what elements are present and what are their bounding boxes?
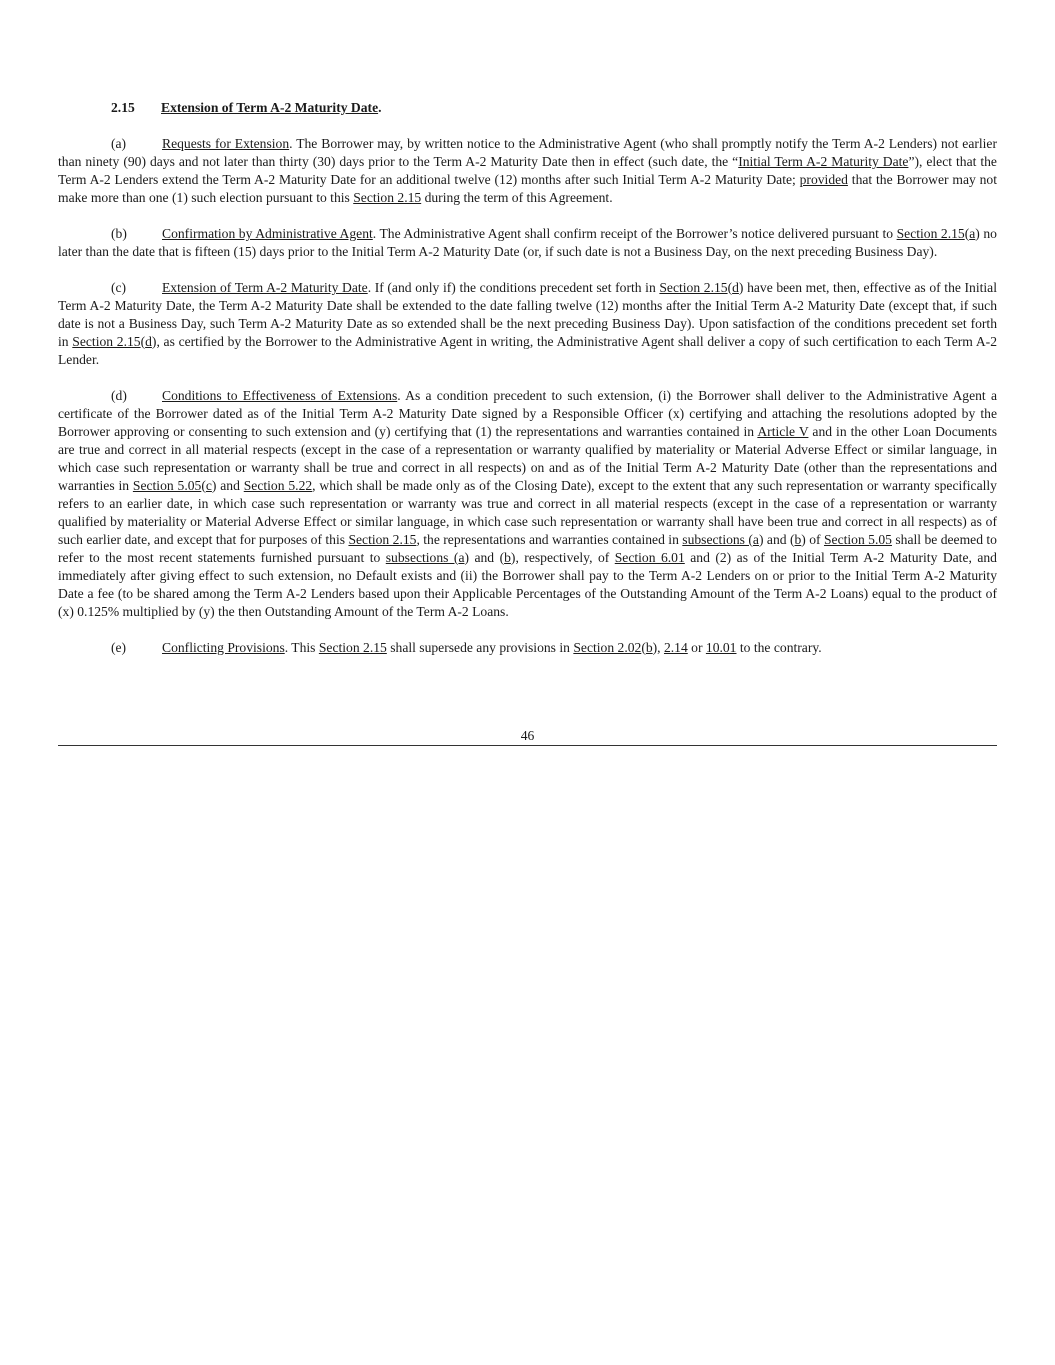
paragraph-d-text-5: , the representations and warranties contained in — [416, 532, 683, 547]
page-number: 46 — [520, 728, 535, 743]
cross-reference: subsections ( — [385, 550, 459, 565]
cross-reference: Section 2.02 — [573, 640, 642, 655]
paragraph-b-text-2: no later than the date that is fifteen (15) days prior to the Initial Term A-2 Maturity Date (or, if such date is not a Business Day, on the next preceding Business Day). — [58, 226, 997, 259]
cross-reference: Section 5.05 — [823, 532, 892, 547]
paragraph-e-label: (e) — [111, 640, 127, 655]
paragraph-a-text-2: ”), elect that the Term A-2 Lenders extend the Term A-2 Maturity Date for an additional twelve (12) months after such Initial Term A-2 Maturity Date; — [58, 154, 997, 187]
paren-close: ) — [211, 478, 217, 493]
paragraph-e-text-5: to the contrary. — [736, 640, 822, 655]
paren-open: ( — [964, 226, 970, 241]
paragraph-e — [58, 639, 997, 657]
cross-reference: Section 2.15 — [318, 640, 387, 655]
defined-term-initial-maturity-date: Initial Term A-2 Maturity Date — [738, 154, 909, 169]
paragraph-c-text-3: , as certified by the Borrower to the Administrative Agent in writing, the Administrative Agent shall deliver a copy of such certification to each Term A-2 Lender. — [58, 334, 997, 367]
paragraph-a-text-1: . The Borrower may, by written notice to the Administrative Agent (who shall promptly notify the Term A-2 Lenders) not earlier than ninety (90) days and not later than thirty (30) days prior to the Term A-2 Maturity Date then in effect (such date, the “ — [58, 136, 997, 169]
paragraph-a-text-4: during the term of this Agreement. — [421, 190, 613, 205]
paragraph-e-text-1: . This — [284, 640, 319, 655]
cross-reference: Section 2.15 — [72, 334, 141, 349]
cross-reference-subsection: b — [645, 640, 653, 655]
cross-reference: Section 2.15 — [353, 190, 422, 205]
paragraph-e-text-3: , — [657, 640, 664, 655]
cross-reference: subsections ( — [682, 532, 753, 547]
paren-open: ( — [641, 640, 646, 655]
cross-reference: Section 2.15 — [896, 226, 965, 241]
footer-divider — [58, 745, 997, 746]
paragraph-d-text-10: , respectively, of — [515, 550, 615, 565]
paragraph-d — [58, 387, 997, 621]
paragraph-d-text-1: . As a condition precedent to such extension, (i) the Borrower shall deliver to the Administrative Agent a certificate of the Borrower dated as of the Initial Term A-2 Maturity Date signed by a Responsible Officer (x) certifying and attaching the resolutions adopted by the Borrower approving or consenting to such extension and (y) certifying that (1) the representations and warranties contained in — [58, 388, 997, 439]
cross-reference: Section 6.01 — [614, 550, 685, 565]
cross-reference: Section 5.05 — [132, 478, 202, 493]
paren-close: ) — [510, 550, 516, 565]
provided-term: provided — [799, 172, 848, 187]
section-number: 2.15 — [111, 100, 135, 115]
cross-reference: Section 2.15 — [659, 280, 728, 295]
paragraph-d-title: Conditions to Effectiveness of Extensions — [162, 388, 398, 403]
paragraph-c-label: (c) — [111, 280, 127, 295]
cross-reference: Section 5.22 — [243, 478, 313, 493]
cross-reference-subsection: a — [458, 550, 465, 565]
paren-close: ) — [738, 280, 744, 295]
document-body — [58, 99, 997, 675]
cross-reference-subsection: b — [504, 550, 511, 565]
paren-close: ) — [801, 532, 806, 547]
cross-reference: 10.01 — [705, 640, 737, 655]
cross-reference-subsection: a — [752, 532, 759, 547]
paragraph-c-text-1: . If (and only if) the conditions precedent set forth in — [367, 280, 660, 295]
paren-close: ) — [975, 226, 980, 241]
paragraph-d-text-7: of — [805, 532, 824, 547]
paragraph-a-text-3: that the Borrower may not make more than one (1) such election pursuant to this — [58, 172, 997, 205]
paragraph-e-title: Conflicting Provisions — [162, 640, 285, 655]
cross-reference-subsection: c — [205, 478, 212, 493]
paragraph-d-text-3: and — [216, 478, 244, 493]
paragraph-d-text-9: and ( — [469, 550, 505, 565]
paragraph-d-text-4: , which shall be made only as of the Closing Date), except to the extent that any such representation or warranty specifically refers to an earlier date, in which case such representation or warranty was true and correct in all material respects (except in the case of a representation or warranty qualified by materiality or Material Adverse Effect or similar language, in which case such representation or warranty shall have been true and correct in all respects) as of such earlier date, and except that for purposes of this — [58, 478, 997, 547]
cross-reference-subsection: b — [794, 532, 802, 547]
paren-close: ) — [758, 532, 764, 547]
paren-close: ) — [464, 550, 470, 565]
section-title-period: . — [378, 100, 382, 115]
cross-reference-subsection: d — [732, 280, 739, 295]
paren-close: ) — [652, 640, 658, 655]
paragraph-c-title: Extension of Term A-2 Maturity Date — [162, 280, 368, 295]
paragraph-d-text-11: and (2) as of the Initial Term A-2 Maturity Date, and immediately after giving effect to such extension, no Default exists and (ii) the Borrower shall pay to the Term A-2 Lenders on or prior to the Initial Term A-2 Maturity Date a fee (to be shared among the Term A-2 Lenders based upon their Applicable Percentages of the Outstanding Amount of the Term A-2 Loans) equal to the product of (x) 0.125% multiplied by (y) the then Outstanding Amount of the Term A-2 Loans. — [58, 550, 997, 619]
paragraph-a-label: (a) — [111, 136, 127, 151]
paragraph-e-text-2: shall supersede any provisions in — [386, 640, 574, 655]
paren-close: ) — [151, 334, 157, 349]
paragraph-c — [58, 279, 997, 369]
paragraph-b-label: (b) — [111, 226, 127, 241]
section-title: Extension of Term A-2 Maturity Date — [161, 100, 379, 115]
cross-reference-subsection: a — [969, 226, 976, 241]
section-heading — [58, 99, 997, 117]
paren-open: ( — [201, 478, 206, 493]
cross-reference: Section 2.15 — [348, 532, 417, 547]
paragraph-c-text-2: have been met, then, effective as of the Initial Term A-2 Maturity Date, the Term A-2 Maturity Date shall be extended to the date falling twelve (12) months after the Initial Term A-2 Maturity Date (except that, if such date is not a Business Day, such Term A-2 Maturity Date as so extended shall be the next preceding Business Day). Upon satisfaction of the conditions precedent set forth in — [58, 280, 997, 349]
paragraph-d-text-2: and in the other Loan Documents are true and correct in all material respects (except in the case of a representation or warranty qualified by materiality or Material Adverse Effect or similar language, in which case such representation or warranty shall be true and correct in all respects) on and as of the Initial Term A-2 Maturity Date (other than the representations and warranties in — [58, 424, 997, 493]
paragraph-d-text-8: shall be deemed to refer to the most recent statements furnished pursuant to — [58, 532, 997, 565]
cross-reference: 2.14 — [663, 640, 688, 655]
paragraph-e-text-4: or — [687, 640, 706, 655]
paren-open: ( — [727, 280, 733, 295]
paragraph-a — [58, 135, 997, 207]
paragraph-d-label: (d) — [111, 388, 127, 403]
paragraph-b-text-1: . The Administrative Agent shall confirm receipt of the Borrower’s notice delivered pursuant to — [372, 226, 897, 241]
paragraph-d-text-6: and ( — [763, 532, 795, 547]
paragraph-b — [58, 225, 997, 261]
cross-reference-subsection: d — [145, 334, 152, 349]
paragraph-b-title: Confirmation by Administrative Agent — [162, 226, 373, 241]
paragraph-a-title: Requests for Extension — [162, 136, 290, 151]
paren-open: ( — [140, 334, 146, 349]
cross-reference: Article V — [757, 424, 809, 439]
